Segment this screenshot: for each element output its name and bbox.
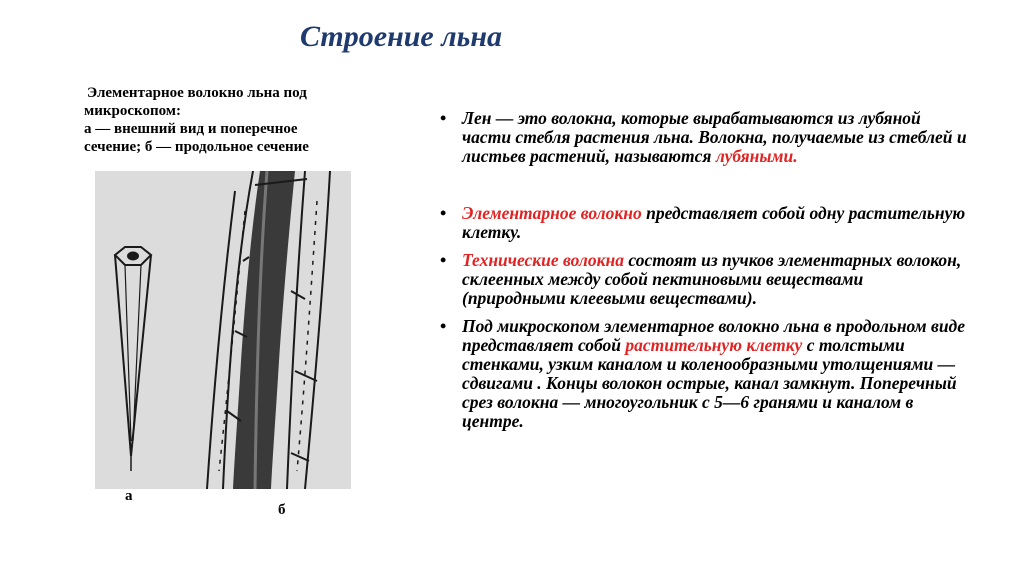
figure-label-a: а: [125, 488, 133, 504]
bullet-text: представляет собой одну растительную клетку.: [462, 203, 966, 242]
highlight-term: Элементарное волокно: [462, 203, 642, 223]
caption-line: сечение; б — продольное сечение: [84, 139, 309, 155]
bullet-list: [440, 109, 970, 431]
fiber-outline: [115, 255, 151, 456]
shift-mark: [243, 257, 249, 261]
bullet-item: [440, 317, 970, 431]
fiber-far-border: [305, 171, 330, 489]
highlight-term: растительную клетку: [625, 335, 803, 355]
fiber-longitudinal-section: [207, 171, 330, 489]
flax-fiber-illustration: [95, 171, 351, 489]
slide-title: Строение льна: [300, 20, 503, 53]
bullet-text: Под микроскопом элементарное волокно льна в продольном виде представляет собой: [462, 316, 966, 355]
fiber-external-view: [115, 247, 151, 471]
highlight-term: лубяными.: [715, 146, 798, 166]
shift-mark: [291, 291, 305, 299]
bullet-item: [440, 204, 970, 242]
caption-line: а — внешний вид и поперечное: [84, 121, 298, 137]
figure-caption: [84, 84, 384, 156]
caption-line: микроскопом:: [84, 103, 182, 119]
figure-label-b: б: [278, 502, 286, 518]
highlight-term: Технические волокна: [462, 250, 624, 270]
shift-mark: [295, 371, 317, 381]
bullet-item: [440, 109, 970, 166]
fiber-outer-border: [207, 191, 235, 489]
bullet-text: Лен — это волокна, которые вырабатываются из лубяной части стебля растения льна. Волокна, получаемые из стеблей и листьев растений, называются: [462, 108, 967, 166]
shift-mark: [291, 453, 309, 461]
bullet-text: с толстыми стенками, узким каналом и коленообразными утолщениями — сдвигами . Концы волокон острые, канал замкнут. Поперечный срез волокна — многоугольник с 5—6 гранями и каналом в центре.: [462, 335, 957, 431]
caption-line: Элементарное волокно льна под: [87, 85, 307, 101]
fiber-channel: [128, 253, 138, 260]
bullet-item: [440, 251, 970, 308]
bullet-text: состоят из пучков элементарных волокон, склеенных между собой пектиновыми веществами (природными клеевыми веществами).: [462, 250, 962, 308]
fiber-drawing: [95, 171, 351, 489]
